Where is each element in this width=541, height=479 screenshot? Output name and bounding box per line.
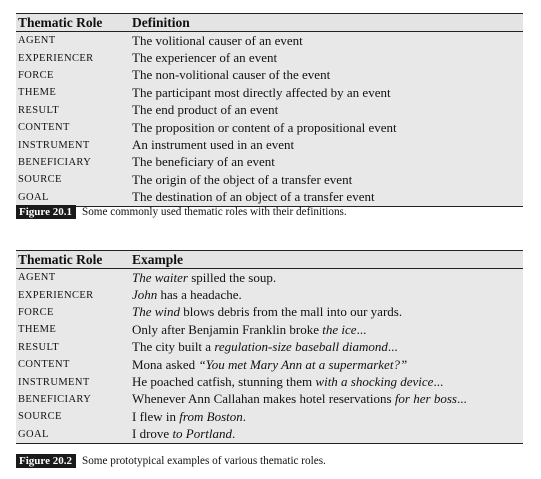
example-emphasis: from Boston — [179, 408, 243, 424]
table-body — [16, 32, 523, 206]
table-row — [16, 373, 523, 390]
example-text: . — [232, 426, 236, 442]
role-name: FORCE — [18, 69, 54, 81]
role-name: AGENT — [18, 272, 56, 284]
example-text: He poached catfish, stunning them — [132, 374, 316, 390]
role-definition: The proposition or content of a propositional event — [132, 119, 397, 135]
example-text: I flew in — [132, 408, 180, 424]
role-definition: An instrument used in an event — [132, 137, 295, 153]
role-name: AGENT — [18, 35, 56, 47]
header-example: Example — [132, 251, 184, 267]
example-text: Whenever Ann Callahan makes hotel reservations — [132, 391, 395, 407]
table-row — [16, 49, 523, 66]
role-name: EXPERIENCER — [18, 289, 94, 301]
role-example — [132, 304, 523, 320]
table-row — [16, 304, 523, 321]
table-row — [16, 426, 523, 443]
examples-table — [16, 250, 523, 444]
example-text: ... — [456, 391, 467, 407]
example-text: blows debris from the mall into our yards. — [180, 304, 403, 320]
role-example — [132, 374, 523, 390]
table-row — [16, 102, 523, 119]
table-row — [16, 189, 523, 206]
table-body — [16, 269, 523, 443]
example-emphasis: The wind — [132, 304, 181, 320]
role-name: INSTRUMENT — [18, 139, 90, 151]
table-row — [16, 391, 523, 408]
figure-caption-20-1 — [16, 205, 347, 219]
example-emphasis: “You met Mary Ann at a supermarket?” — [198, 356, 408, 372]
header-definition: Definition — [132, 14, 190, 30]
role-definition: The origin of the object of a transfer event — [132, 171, 353, 187]
table-row — [16, 321, 523, 338]
table-row — [16, 339, 523, 356]
role-name: BENEFICIARY — [18, 393, 92, 405]
example-text: The city built a — [132, 339, 215, 355]
role-name: EXPERIENCER — [18, 52, 94, 64]
role-name: INSTRUMENT — [18, 376, 90, 388]
role-name: CONTENT — [18, 122, 70, 134]
role-name: THEME — [18, 87, 57, 99]
role-name: THEME — [18, 324, 57, 336]
table-row — [16, 408, 523, 425]
role-definition: The non-volitional causer of the event — [132, 67, 331, 83]
definitions-table — [16, 13, 523, 207]
role-definition: The volitional causer of an event — [132, 32, 303, 48]
example-text: ... — [387, 339, 398, 355]
table-row — [16, 119, 523, 136]
role-example — [132, 270, 523, 286]
role-definition: The participant most directly affected by an event — [132, 84, 391, 100]
example-emphasis: regulation-size baseball diamond — [214, 339, 388, 355]
example-text: Only after Benjamin Franklin broke — [132, 321, 323, 337]
example-emphasis: for her boss — [394, 391, 457, 407]
role-name: GOAL — [18, 428, 49, 440]
table-row — [16, 67, 523, 84]
role-example — [132, 287, 523, 303]
table-row — [16, 269, 523, 286]
role-definition: The beneficiary of an event — [132, 154, 275, 170]
role-name: RESULT — [18, 104, 60, 116]
role-name: RESULT — [18, 341, 60, 353]
role-example — [132, 391, 523, 407]
role-name: GOAL — [18, 191, 49, 203]
example-text: spilled the soup. — [187, 269, 277, 285]
role-name: FORCE — [18, 306, 54, 318]
role-name: CONTENT — [18, 359, 70, 371]
role-definition: The experiencer of an event — [132, 50, 278, 66]
example-text: Mona asked — [132, 356, 199, 372]
role-definition: The destination of an object of a transfer event — [132, 189, 375, 205]
example-emphasis: John — [132, 287, 158, 303]
table-row — [16, 356, 523, 373]
figure-caption-20-2 — [16, 454, 326, 468]
role-example — [132, 339, 523, 355]
role-example — [132, 426, 523, 442]
role-name: BENEFICIARY — [18, 156, 92, 168]
header-thematic-role: Thematic Role — [18, 251, 103, 267]
table-row — [16, 286, 523, 303]
role-definition: The end product of an event — [132, 102, 279, 118]
example-emphasis: The waiter — [132, 269, 188, 285]
example-emphasis: with a shocking device — [315, 374, 434, 390]
table-header — [16, 251, 523, 269]
table-header — [16, 14, 523, 32]
caption-text: Some commonly used thematic roles with their definitions. — [81, 206, 347, 218]
header-thematic-role: Thematic Role — [18, 14, 103, 30]
role-example — [132, 409, 523, 425]
role-example — [132, 322, 523, 338]
role-name: SOURCE — [18, 411, 62, 423]
example-text: ... — [433, 374, 444, 390]
table-row — [16, 32, 523, 49]
role-name: SOURCE — [18, 174, 62, 186]
table-row — [16, 136, 523, 153]
example-emphasis: the ice — [322, 321, 357, 337]
example-text: ... — [356, 321, 367, 337]
table-row — [16, 154, 523, 171]
figure-label: Figure 20.2 — [16, 454, 76, 468]
table-row — [16, 171, 523, 188]
example-emphasis: to Portland — [172, 426, 233, 442]
caption-text: Some prototypical examples of various thematic roles. — [81, 455, 326, 467]
example-text: I drove — [132, 426, 173, 442]
example-text: has a headache. — [157, 287, 242, 303]
figure-label: Figure 20.1 — [16, 205, 76, 219]
example-text: . — [242, 408, 246, 424]
table-row — [16, 84, 523, 101]
role-example — [132, 357, 523, 373]
